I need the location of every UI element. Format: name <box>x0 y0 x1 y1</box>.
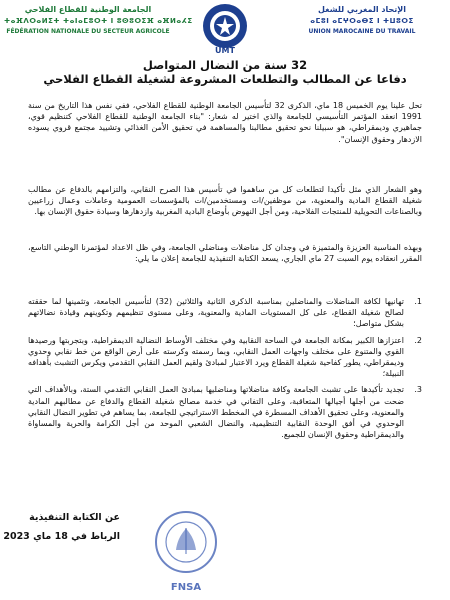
letterhead <box>0 0 450 56</box>
slogan-paragraph: وهو الشعار الذي مثل تأكيدا لتطلعات كل من ساهموا في تأسيس هذا الصرح النقابي، والتزامهم بالدفاع عن مطالب شغيلة القطاع المادية والمعنوية، من موظفين/ات ومستخدمين/ات بالمؤسسات العمومية وعاملات وعمال زراعيين وبالصناعات التحويلية للمنتجات الفلاحية، ومن أجل النهوض بأوضاع البادية المغربية وازدهارها وسيادة حقوق الإنسان بها. <box>28 185 422 217</box>
list-item-number: 1. <box>414 297 422 306</box>
list-item-text: اعتزازها الكبير بمكانة الجامعة في الساحة النقابية وفي مختلف الأوساط النضالية الديمقراطية، وبتجربتها ورصيدها القوي والمتنوع على مختلف واجهات العمل النقابي، وبما رسمته وكرسته على أرض الواقع من خط نقابي وحدوي وديمقراطي، يطور كفاحية شغيلة القطاع ويرد الاعتبار لمبادئ ولقيم العمل النقابي التقدمي ويكرس التشبث بأهدافه النبيلة؛ <box>28 335 404 379</box>
list-item-text: تهانيها لكافة المناضلات والمناضلين بمناسبة الذكرى الثانية والثلاثين (32) لتأسيس الجامعة، وتثمينها لما حققته لصالح شغيلة القطاع، على كل المستويات المادية والمعنوية، وعلى مستوى تنظيمهم وتكوينهم وقيادة نضالاتهم بشكل متواصل؛ <box>28 297 404 329</box>
document-subtitle: دفاعا عن المطالب والتطلعات المشروعة لشغيلة القطاع الفلاحي <box>43 72 407 86</box>
announcement-paragraph: وبهذه المناسبة العزيزة والمتميزة في وجدان كل مناضلات ومناضلي الجامعة، وفي ظل الاعداد لمؤتمرنا الوطني التاسع، المقرر انعقاده يوم السبت 27 ماي الجاري، يسعد الكتابة التنفيذية للجامعة إعلان ما يلي: <box>28 243 422 264</box>
list-item <box>28 296 422 330</box>
list-item <box>28 384 422 440</box>
stamp-text: FNSA <box>170 582 202 593</box>
fnsa-name-arabic: الجامعة الوطنية للقطاع الفلاحي <box>24 5 152 14</box>
umt-name-arabic: الإتحاد المغربي للشغل <box>318 5 406 14</box>
signature-issuer: عن الكتابة التنفيذية <box>29 512 120 523</box>
document-title: 32 سنة من النضال المتواصل <box>142 58 308 72</box>
declaration-list <box>28 296 422 445</box>
umt-logo-text: UMT <box>215 46 235 55</box>
list-item-text: تجديد تأكيدها على تشبث الجامعة وكافة مناضلاتها ومناضليها بمبادئ العمل النقابي التقدمي الستة، وبالأهداف التي ضحت من أجلها أجيالها المتعاقبة، وعلى التفاني في خدمة مصالح شغيلة القطاع والدفاع عن مطالبهم المادية والمعنوية، وعلى تحقيق الأهداف المسطرة في المخطط الاستراتيجي للجامعة، بما يساهم في تطوير النضال النقابي الوحدوي في أفق الوحدة النقابية التنظيمية، والنضال الشعبي الموحد من أجل الكرامة والحرية والمساواة والديمقراطية وحقوق الإنسان للجميع. <box>28 385 404 440</box>
signature-date: الرباط في 18 ماي 2023 <box>3 531 120 542</box>
umt-name-tifinagh: ⴰⵎⵓⵏ ⴰⵎⵖⵔⴰⴱⵉ ⵏ ⵜⵡⵓⵔⵉ <box>310 17 414 25</box>
list-item-number: 2. <box>414 335 422 345</box>
fnsa-name-tifinagh: ⵜⴰⴼⴷⵔⴰⵍⵉⵜ ⵜⴰⵏⴰⵎⵓⵔⵜ ⵏ ⵓⵙⵓⵔⵉⴼ ⴰⴼⵍⴰⵃⵉ <box>4 17 193 25</box>
list-item-number: 3. <box>414 385 422 395</box>
umt-logo <box>194 0 256 56</box>
stamp-seal <box>146 506 226 598</box>
intro-paragraph: تحل علينا يوم الخميس 18 ماي، الذكرى 32 لتأسيس الجامعة الوطنية للقطاع الفلاحي، ففي نفس هذا التاريخ من سنة 1991 انعقد المؤتمر التأسيسي للجامعة والذي اختير له شعار: "بناء الجامعة الوطنية للقطاع الفلاحي كتنظيم قوي، جماهيري وديمقراطي، هو سبيلنا نحو تحقيق مطالبنا والمساهمة في تحقيق الأمن الغذائي وتشييد مجتمع قروي يسوده الازدهار وحقوق الإنسان". <box>28 101 422 144</box>
list-item <box>28 335 422 380</box>
fnsa-letterhead <box>4 4 193 37</box>
fnsa-name-french: FÉDÉRATION NATIONALE DU SECTEUR AGRICOLE <box>6 28 170 35</box>
umt-name-french: UNION MAROCAINE DU TRAVAIL <box>308 28 416 35</box>
umt-letterhead <box>278 4 446 37</box>
